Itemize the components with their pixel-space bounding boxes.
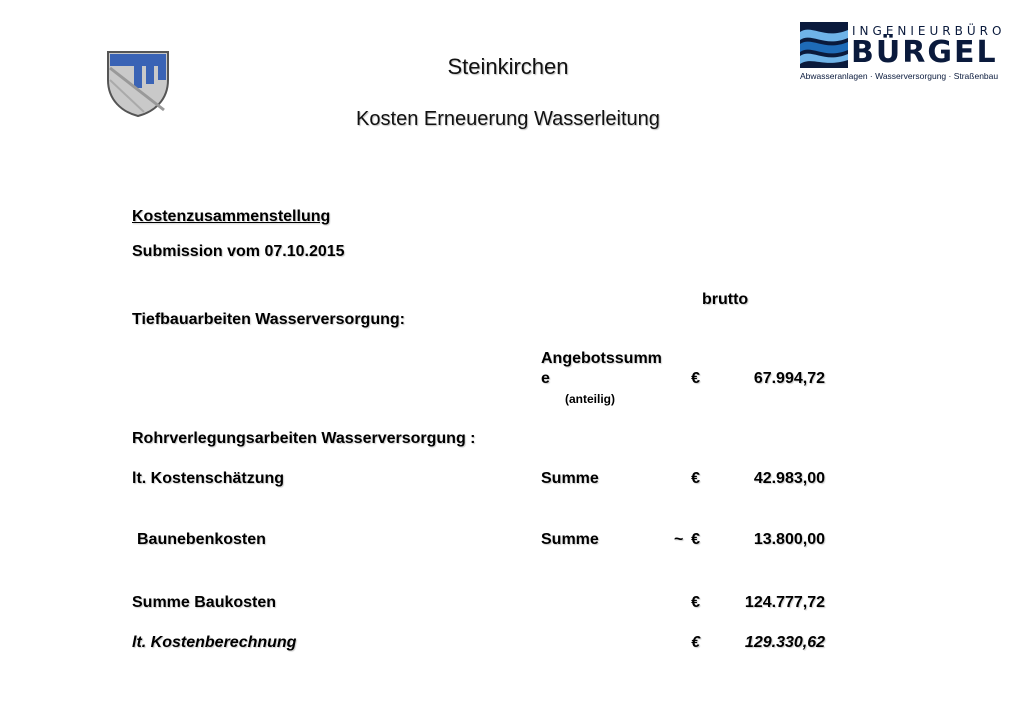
- baukosten-currency: €: [691, 594, 700, 611]
- page-title: Kosten Erneuerung Wasserleitung: [356, 108, 660, 130]
- logo-sub-text: Abwasseranlagen · Wasserversorgung · Straßenbau: [800, 71, 999, 81]
- tiefbau-type-line1: Angebotssumm: [541, 350, 662, 367]
- nebenkosten-type: Summe: [541, 531, 599, 548]
- rohr-label: Rohrverlegungsarbeiten Wasserversorgung :: [132, 430, 476, 447]
- logo-main-text: BÜRGEL: [851, 35, 998, 70]
- tiefbau-type-line2: e: [541, 370, 550, 387]
- summary-heading: Kostenzusammenstellung: [132, 208, 331, 225]
- berechnung-label: lt. Kostenberechnung: [132, 634, 297, 651]
- berechnung-amount: 129.330,62: [744, 634, 825, 651]
- rohr-amount: 42.983,00: [753, 470, 825, 487]
- wave-logo-icon: [800, 22, 848, 68]
- nebenkosten-amount: 13.800,00: [753, 531, 825, 548]
- tiefbau-amount: 67.994,72: [753, 370, 825, 387]
- rohr-currency: €: [691, 470, 700, 487]
- nebenkosten-approx: ~: [674, 531, 684, 548]
- nebenkosten-label: Baunebenkosten: [137, 531, 266, 548]
- rohr-type: Summe: [541, 470, 599, 487]
- place-title: Steinkirchen: [447, 54, 569, 79]
- baukosten-amount: 124.777,72: [744, 594, 825, 611]
- column-label-brutto: brutto: [702, 291, 749, 308]
- nebenkosten-currency: €: [691, 531, 700, 548]
- rohr-sub-label: lt. Kostenschätzung: [132, 470, 285, 487]
- submission-date: Submission vom 07.10.2015: [132, 243, 345, 260]
- company-logo: [800, 22, 1006, 84]
- baukosten-label: Summe Baukosten: [132, 594, 277, 611]
- tiefbau-note: (anteilig): [565, 392, 615, 406]
- tiefbau-label: Tiefbauarbeiten Wasserversorgung:: [132, 311, 405, 328]
- tiefbau-currency: €: [691, 370, 700, 387]
- logo-top-text: INGENIEURBÜRO: [852, 24, 1006, 38]
- berechnung-currency: €: [691, 634, 700, 651]
